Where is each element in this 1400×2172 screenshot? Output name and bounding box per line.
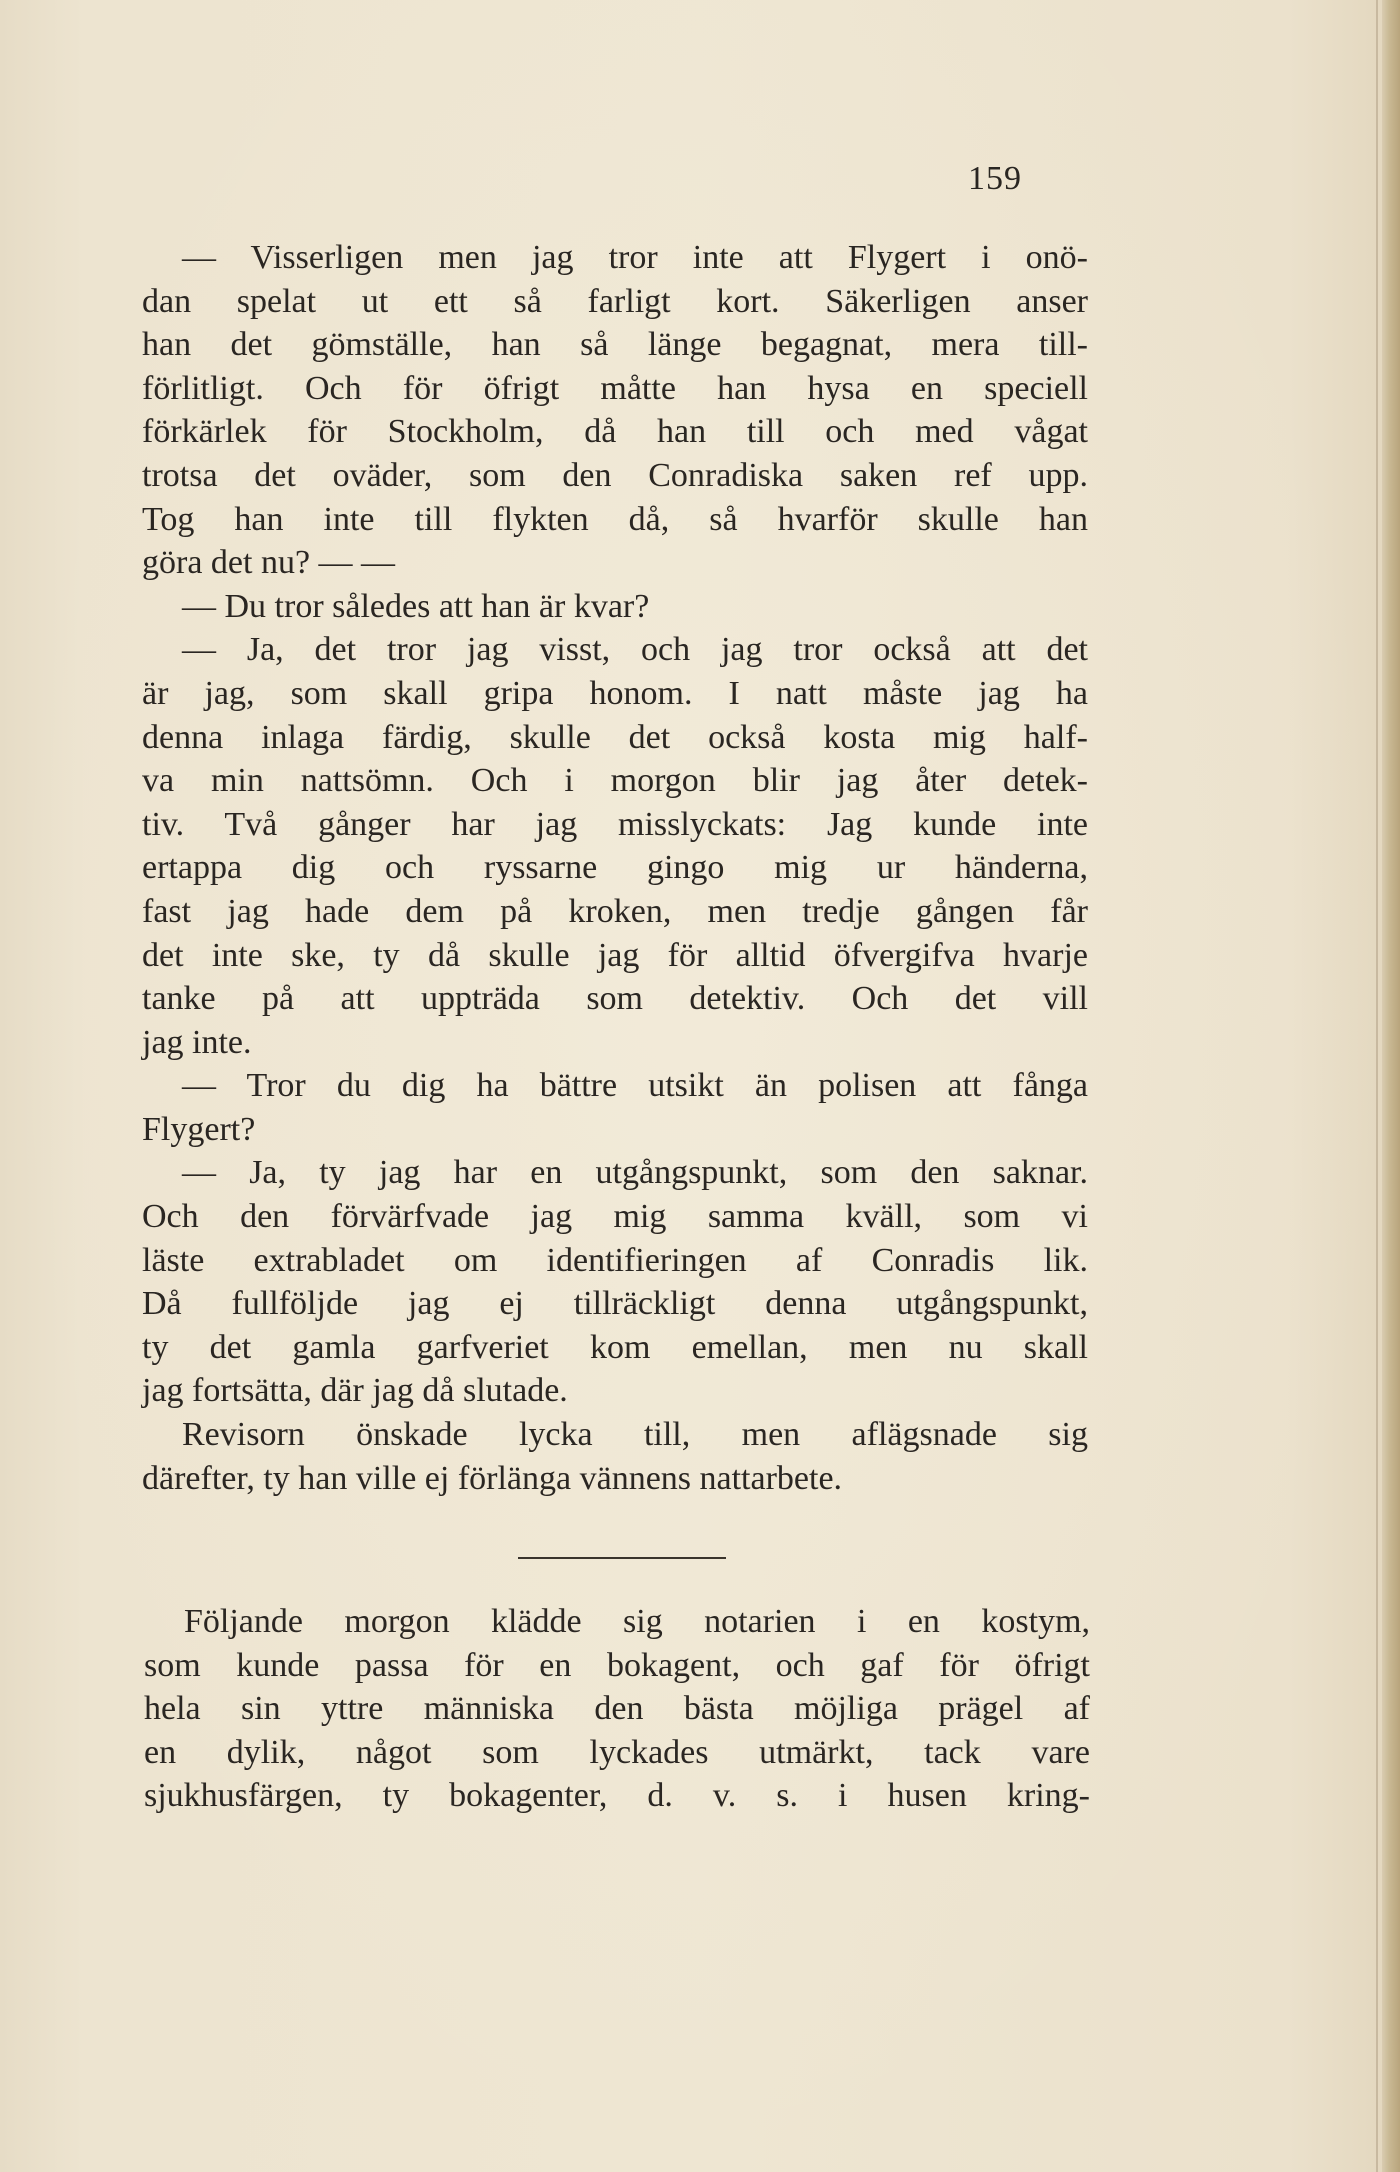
text-line: Tog han inte till flykten då, så hvarför skulle han xyxy=(142,500,1088,538)
text-line: — Ja, ty jag har en utgångspunkt, som den saknar. xyxy=(182,1154,1088,1192)
text-line: han det gömställe, han så länge begagnat, mera till- xyxy=(142,326,1088,364)
text-line: en dylik, något som lyckades utmärkt, tack vare xyxy=(144,1733,1090,1771)
text-line: sjukhusfärgen, ty bokagenter, d. v. s. i husen kring- xyxy=(144,1777,1090,1815)
text-line: fast jag hade dem på kroken, men tredje gången får xyxy=(142,892,1088,930)
text-line: är jag, som skall gripa honom. I natt måste jag ha xyxy=(142,674,1088,712)
text-line: läste extrabladet om identifieringen af Conradis lik. xyxy=(142,1241,1088,1279)
text-line: ty det gamla garfveriet kom emellan, men nu skall xyxy=(142,1328,1088,1366)
text-line: — Tror du dig ha bättre utsikt än polisen att fånga xyxy=(182,1067,1088,1105)
text-line: tanke på att uppträda som detektiv. Och det vill xyxy=(142,980,1088,1018)
text-line: Revisorn önskade lycka till, men aflägsnade sig xyxy=(182,1416,1088,1454)
text-line: det inte ske, ty då skulle jag för alltid öfvergifva hvarje xyxy=(142,936,1088,974)
text-line: dan spelat ut ett så farligt kort. Säkerligen anser xyxy=(142,282,1088,320)
text-line: därefter, ty han ville ej förlänga vännens nattarbete. xyxy=(142,1459,843,1497)
section-divider xyxy=(518,1557,726,1559)
page-number: 159 xyxy=(968,160,1022,197)
book-spine-edge xyxy=(1382,0,1400,2172)
text-line: trotsa det oväder, som den Conradiska saken ref upp. xyxy=(142,456,1088,494)
text-line: — Ja, det tror jag visst, och jag tror också att det xyxy=(182,631,1088,669)
text-line: ertappa dig och ryssarne gingo mig ur händerna, xyxy=(142,849,1088,887)
text-line: förkärlek för Stockholm, då han till och med vågat xyxy=(142,413,1088,451)
text-line: hela sin yttre människa den bästa möjliga prägel af xyxy=(144,1690,1090,1728)
text-line: Då fullföljde jag ej tillräckligt denna utgångspunkt, xyxy=(142,1285,1088,1323)
text-line: Och den förvärfvade jag mig samma kväll, som vi xyxy=(142,1198,1088,1236)
text-section-dialogue xyxy=(142,236,1088,1500)
text-line: förlitligt. Och för öfrigt måtte han hysa en speciell xyxy=(142,369,1088,407)
text-line: — Du tror således att han är kvar? xyxy=(182,587,650,625)
text-line: som kunde passa för en bokagent, och gaf för öfrigt xyxy=(144,1646,1090,1684)
text-line: tiv. Två gånger har jag misslyckats: Jag kunde inte xyxy=(142,805,1088,843)
text-line: jag fortsätta, där jag då slutade. xyxy=(142,1372,568,1410)
text-line: Följande morgon klädde sig notarien i en kostym, xyxy=(184,1603,1090,1640)
text-line: va min nattsömn. Och i morgon blir jag åter detek- xyxy=(142,762,1088,800)
page-edge-line xyxy=(1376,0,1378,2172)
text-line: denna inlaga färdig, skulle det också kosta mig half- xyxy=(142,718,1088,756)
text-line: göra det nu? — — xyxy=(142,544,396,582)
text-line: — Visserligen men jag tror inte att Flygert i onö- xyxy=(182,239,1088,276)
text-section-next-morning xyxy=(144,1600,1090,1818)
text-line: Flygert? xyxy=(142,1110,256,1148)
text-line: jag inte. xyxy=(142,1023,252,1061)
